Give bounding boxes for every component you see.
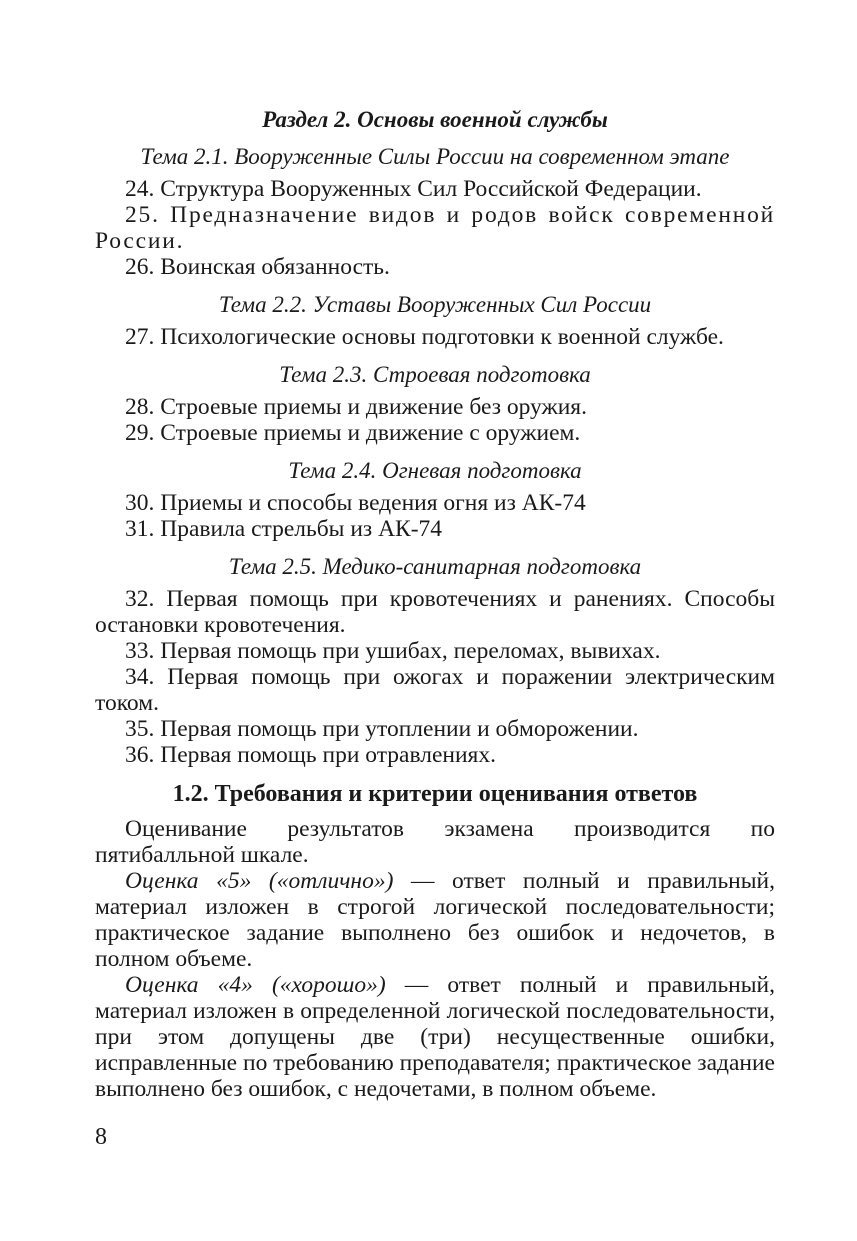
list-item: 32. Первая помощь при кровотечениях и ранениях. Способы остановки кровотечения. xyxy=(95,586,775,638)
topic-title: Тема 2.3. Строевая подготовка xyxy=(279,362,591,387)
list-item: 29. Строевые приемы и движение с оружием. xyxy=(125,420,581,446)
list-item: 28. Строевые приемы и движение без оружия. xyxy=(125,394,587,420)
grade-lead: Оценка «5» («отлично») xyxy=(125,868,394,894)
paragraph-grade-4 xyxy=(95,972,775,1102)
list-item: 35. Первая помощь при утоплении и обморожении. xyxy=(125,716,639,742)
topic-title: Тема 2.5. Медико-санитарная подготовка xyxy=(228,554,642,579)
list-item: 30. Приемы и способы ведения огня из АК-74 xyxy=(125,490,586,516)
list-item: 25. Предназначение видов и родов войск современной России. xyxy=(95,202,775,254)
list-item: 24. Структура Вооруженных Сил Российской Федерации. xyxy=(125,176,702,202)
grade-lead: Оценка «4» («хорошо») xyxy=(125,972,386,998)
list-item: 26. Воинская обязанность. xyxy=(125,254,390,280)
list-item: 33. Первая помощь при ушибах, переломах, вывихах. xyxy=(125,638,661,664)
section-title: Раздел 2. Основы военной службы xyxy=(262,107,608,132)
list-item: 36. Первая помощь при отравлениях. xyxy=(125,742,496,768)
grade-text: — ответ полный и правильный, материал изложен в определенной логической последовательности, при этом допущены две (три) несущественные ошибки, исправленные по требованию преподавателя; практическое задание выполнено без ошибок, с недочетами, в полном объеме. xyxy=(95,972,775,1102)
grade-text: — ответ полный и правильный, материал изложен в строгой логической последовательности; практическое задание выполнено без ошибок и недочетов, в полном объеме. xyxy=(95,868,775,972)
list-item: 31. Правила стрельбы из АК-74 xyxy=(125,516,443,542)
subsection-title: 1.2. Требования и критерии оценивания ответов xyxy=(172,781,698,807)
list-item: 27. Психологические основы подготовки к военной службе. xyxy=(125,324,724,350)
paragraph-grade-5 xyxy=(95,868,775,972)
topic-title: Тема 2.4. Огневая подготовка xyxy=(288,458,582,483)
topic-title: Тема 2.1. Вооруженные Силы России на современном этапе xyxy=(140,144,730,169)
paragraph-intro: Оценивание результатов экзамена производится по пятибалльной шкале. xyxy=(95,816,775,868)
list-item: 34. Первая помощь при ожогах и поражении электрическим током. xyxy=(95,664,775,716)
topic-title: Тема 2.2. Уставы Вооруженных Сил России xyxy=(218,292,652,317)
page-number: 8 xyxy=(95,1124,107,1150)
page-body xyxy=(95,100,775,1102)
